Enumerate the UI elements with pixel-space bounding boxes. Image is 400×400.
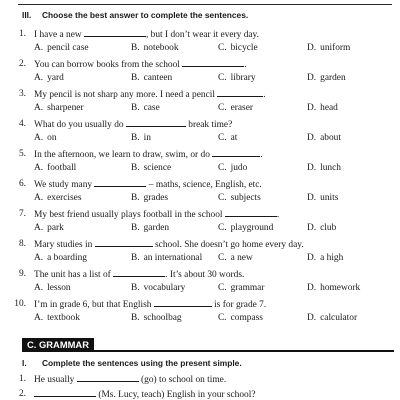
grammar-item-text (34, 388, 256, 400)
question-text-after: . (263, 90, 266, 100)
option-letter: D. (307, 223, 317, 233)
option-c[interactable] (218, 282, 264, 295)
option-text: grades (143, 193, 169, 203)
option-text: homework (320, 283, 361, 293)
question-row (0, 298, 400, 311)
option-text: an international (143, 253, 203, 263)
question-number: 10. (14, 299, 26, 309)
option-text: case (143, 103, 160, 113)
option-d[interactable] (307, 282, 360, 295)
option-text: library (230, 73, 256, 83)
question-row (0, 28, 400, 41)
option-text: pencil case (47, 43, 89, 53)
option-letter: C. (218, 223, 227, 233)
option-letter: A. (34, 163, 44, 173)
question-item (0, 118, 400, 149)
option-text: judo (230, 163, 248, 173)
option-text: a new (230, 253, 253, 263)
option-letter: A. (34, 43, 44, 53)
option-letter: C. (218, 193, 227, 203)
option-a[interactable] (34, 222, 64, 235)
option-text: calculator (320, 313, 358, 323)
option-text: sharpener (47, 103, 84, 113)
grammar-item-number: 1. (18, 374, 26, 384)
question-text-before: You can borrow books from the school (34, 60, 183, 70)
question-text-before: My pencil is not sharp any more. I need a pencil (34, 90, 218, 100)
question-item (0, 208, 400, 239)
option-letter: C. (218, 133, 227, 143)
option-text: park (47, 223, 64, 233)
question-item (0, 88, 400, 119)
question-text-before: My best friend usually plays football in the school (34, 210, 225, 220)
question-text (34, 118, 232, 132)
option-a[interactable] (34, 192, 81, 205)
answer-blank[interactable] (34, 388, 96, 397)
grammar-item (0, 388, 400, 400)
option-text: at (230, 133, 238, 143)
option-b[interactable] (131, 162, 171, 175)
section-c-banner (22, 338, 394, 352)
grammar-item-text-after: (Ms. Lucy, teach) English in your school? (96, 390, 256, 400)
option-letter: B. (131, 43, 140, 53)
question-text (34, 28, 259, 42)
question-text (34, 88, 266, 102)
grammar-item (0, 373, 400, 386)
section-iii-number: III. (22, 10, 32, 20)
option-letter: B. (131, 103, 140, 113)
question-item (0, 268, 400, 299)
options-row (0, 42, 400, 55)
option-text: canteen (143, 73, 173, 83)
answer-blank[interactable] (182, 58, 244, 67)
option-text: eraser (230, 103, 253, 113)
question-text-after: school. She doesn’t go home every day. (152, 240, 304, 250)
question-text-before: The unit has a list of (34, 270, 114, 280)
question-item (0, 298, 400, 329)
option-text: a high (320, 253, 344, 263)
option-a[interactable] (34, 132, 57, 145)
answer-blank[interactable] (126, 118, 186, 127)
option-letter: D. (307, 253, 317, 263)
option-text: yard (47, 73, 64, 83)
question-text-after: – maths, science, English, etc. (146, 180, 262, 190)
option-letter: A. (34, 73, 44, 83)
option-b[interactable] (131, 312, 182, 325)
question-number: 6. (18, 179, 26, 189)
question-text-before: I have a new (34, 30, 84, 40)
grammar-part-number: I. (22, 358, 27, 368)
options-row (0, 252, 400, 265)
top-rule (18, 4, 392, 5)
option-letter: D. (307, 283, 317, 293)
option-letter: B. (131, 163, 140, 173)
question-row (0, 118, 400, 131)
option-a[interactable] (34, 282, 71, 295)
options-row (0, 132, 400, 145)
option-text: football (47, 163, 77, 173)
option-letter: A. (34, 253, 44, 263)
option-b[interactable] (131, 192, 168, 205)
option-letter: D. (307, 163, 317, 173)
option-d[interactable] (307, 312, 357, 325)
question-number: 3. (18, 89, 26, 99)
option-letter: D. (307, 193, 317, 203)
option-c[interactable] (218, 102, 253, 115)
option-letter: A. (34, 283, 44, 293)
option-letter: B. (131, 193, 140, 203)
question-text-before: I’m in grade 6, but that English (34, 300, 154, 310)
question-number: 7. (18, 209, 26, 219)
answer-blank[interactable] (113, 268, 165, 277)
option-text: playground (230, 223, 274, 233)
option-d[interactable] (307, 132, 341, 145)
question-text-before: Mary studies in (34, 240, 95, 250)
answer-blank[interactable] (217, 88, 263, 97)
question-text (34, 208, 279, 222)
question-text-after: . It’s about 30 words. (165, 270, 245, 280)
option-letter: B. (131, 313, 140, 323)
option-text: garden (320, 73, 346, 83)
option-a[interactable] (34, 72, 64, 85)
option-a[interactable] (34, 42, 89, 55)
question-text-after: is for grade 7. (211, 300, 267, 310)
option-d[interactable] (307, 222, 336, 235)
option-d[interactable] (307, 252, 343, 265)
option-letter: C. (218, 313, 227, 323)
question-number: 2. (18, 59, 26, 69)
option-d[interactable] (307, 162, 341, 175)
question-text-after: . (276, 210, 280, 220)
grammar-instruction (22, 358, 394, 369)
grammar-item-text-after: (go) to school on time. (138, 375, 227, 385)
grammar-item-text (34, 373, 226, 387)
question-item (0, 238, 400, 269)
answer-blank[interactable] (77, 373, 139, 382)
option-text: schoolbag (143, 313, 182, 323)
question-item (0, 178, 400, 209)
option-letter: C. (218, 43, 227, 53)
question-number: 1. (18, 29, 26, 39)
question-item (0, 58, 400, 89)
question-number: 4. (18, 119, 26, 129)
option-text: grammar (230, 283, 265, 293)
question-row (0, 238, 400, 251)
question-text (34, 178, 262, 192)
question-item (0, 28, 400, 59)
option-text: about (320, 133, 341, 143)
option-letter: B. (131, 133, 140, 143)
options-row (0, 312, 400, 325)
option-text: head (320, 103, 338, 113)
answer-blank[interactable] (225, 208, 277, 217)
option-text: textbook (47, 313, 80, 323)
question-row (0, 208, 400, 221)
option-letter: B. (131, 283, 140, 293)
question-row (0, 58, 400, 71)
option-letter: D. (307, 313, 317, 323)
option-letter: A. (34, 313, 44, 323)
question-text (34, 58, 247, 72)
option-c[interactable] (218, 192, 261, 205)
option-text: vocabulary (143, 283, 186, 293)
option-c[interactable] (218, 42, 258, 55)
option-letter: C. (218, 73, 227, 83)
question-number: 5. (18, 149, 26, 159)
option-c[interactable] (218, 162, 247, 175)
option-b[interactable] (131, 282, 185, 295)
option-letter: D. (307, 133, 317, 143)
option-text: club (320, 223, 337, 233)
options-row (0, 192, 400, 205)
option-text: units (320, 193, 339, 203)
option-text: exercises (47, 193, 82, 203)
section-iii-instruction: Choose the best answer to complete the sentences. (42, 10, 249, 20)
question-text-before: What do you usually do (34, 120, 126, 130)
option-letter: A. (34, 193, 44, 203)
option-c[interactable] (218, 312, 263, 325)
option-c[interactable] (218, 72, 256, 85)
option-text: notebook (143, 43, 179, 53)
question-row (0, 268, 400, 281)
option-text: on (47, 133, 57, 143)
option-text: in (143, 133, 151, 143)
option-d[interactable] (307, 42, 350, 55)
answer-blank[interactable] (212, 148, 260, 157)
question-text-before: We study many (34, 180, 95, 190)
section-c-label: C. GRAMMAR (22, 338, 94, 352)
option-b[interactable] (131, 72, 172, 85)
question-text (34, 298, 266, 312)
answer-blank[interactable] (154, 298, 212, 307)
question-text (34, 148, 263, 162)
option-letter: C. (218, 283, 227, 293)
option-b[interactable] (131, 102, 160, 115)
grammar-instruction-text: Complete the sentences using the present simple. (42, 358, 242, 368)
option-text: garden (143, 223, 170, 233)
options-row (0, 72, 400, 85)
option-letter: B. (131, 253, 140, 263)
option-letter: C. (218, 253, 227, 263)
option-c[interactable] (218, 252, 253, 265)
question-row (0, 178, 400, 191)
option-text: subjects (230, 193, 261, 203)
option-letter: A. (34, 223, 44, 233)
options-row (0, 282, 400, 295)
option-text: bicycle (230, 43, 258, 53)
question-number: 9. (18, 269, 26, 279)
grammar-item-number: 2. (18, 389, 26, 399)
question-text (34, 238, 304, 252)
option-text: lunch (320, 163, 341, 173)
question-text-after: . (260, 150, 263, 160)
option-letter: D. (307, 43, 317, 53)
option-b[interactable] (131, 132, 151, 145)
question-text-after: . (244, 60, 247, 70)
option-text: uniform (320, 43, 351, 53)
option-letter: D. (307, 103, 317, 113)
option-letter: B. (131, 73, 140, 83)
options-row (0, 222, 400, 235)
question-row (0, 88, 400, 101)
question-text-after: , but I don’t wear it every day. (145, 30, 259, 40)
option-d[interactable] (307, 192, 338, 205)
answer-blank[interactable] (94, 178, 146, 187)
question-text-before: In the afternoon, we learn to draw, swim, or do (34, 150, 213, 160)
question-text (34, 268, 244, 282)
grammar-item-text-before: He usually (34, 375, 77, 385)
option-d[interactable] (307, 72, 346, 85)
question-number: 8. (18, 239, 26, 249)
option-letter: A. (34, 103, 44, 113)
question-item (0, 148, 400, 179)
question-row (0, 148, 400, 161)
option-b[interactable] (131, 42, 179, 55)
option-text: lesson (47, 283, 71, 293)
option-a[interactable] (34, 252, 87, 265)
option-letter: A. (34, 133, 44, 143)
answer-blank[interactable] (84, 28, 146, 37)
options-row (0, 102, 400, 115)
option-d[interactable] (307, 102, 338, 115)
option-text: compass (230, 313, 263, 323)
option-letter: B. (131, 223, 140, 233)
option-c[interactable] (218, 132, 237, 145)
option-a[interactable] (34, 102, 84, 115)
question-text-after: break time? (185, 120, 233, 130)
option-text: science (143, 163, 172, 173)
option-a[interactable] (34, 312, 80, 325)
option-b[interactable] (131, 252, 202, 265)
option-text: a boarding (47, 253, 87, 263)
section-iii-heading (22, 10, 394, 21)
option-letter: D. (307, 73, 317, 83)
option-b[interactable] (131, 222, 169, 235)
option-c[interactable] (218, 222, 273, 235)
option-a[interactable] (34, 162, 76, 175)
options-row (0, 162, 400, 175)
answer-blank[interactable] (95, 238, 153, 247)
option-letter: C. (218, 103, 227, 113)
option-letter: C. (218, 163, 227, 173)
